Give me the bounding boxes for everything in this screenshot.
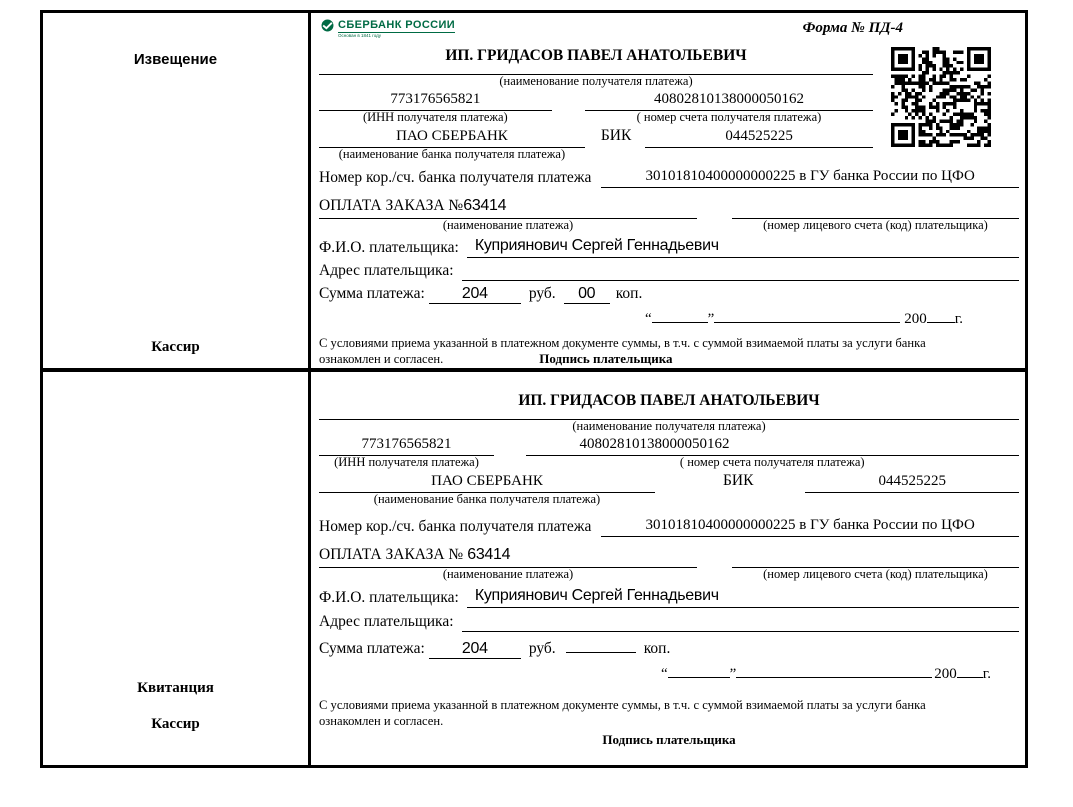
payer-name-label: Ф.И.О. плательщика:: [319, 239, 459, 256]
amount-label: Сумма платежа:: [319, 285, 425, 302]
rub-label: руб.: [528, 285, 556, 302]
corr-account-value-2: 30101810400000000225 в ГУ банка России по ЦФО: [601, 516, 1019, 537]
corr-account-row: [319, 167, 1019, 188]
amount-rub-value: 204: [429, 285, 521, 304]
date-month-blank: [714, 308, 900, 323]
bik-value: 044525225: [645, 127, 873, 148]
agreement-line1: С условиями приема указанной в платежном документе суммы, в т.ч. с суммой взимаемой платы за услуги банка: [319, 336, 926, 350]
payer-address-value-2: [462, 614, 1019, 632]
amount-row-2: [319, 636, 1019, 659]
cashier-label-bottom: Кассир: [151, 716, 200, 732]
date-day-blank-2: [668, 663, 730, 678]
payer-address-value: [462, 263, 1019, 281]
corr-account-row-2: [319, 516, 1019, 537]
notice-main-area: [311, 13, 1025, 368]
bank-name-hint: (наименование банка получателя платежа): [338, 147, 566, 161]
payee-inn-hint: (ИНН получателя платежа): [362, 110, 508, 124]
form-table: [40, 10, 1028, 768]
payment-purpose-row: [319, 196, 1019, 232]
payment-name-hint-2: (наименование платежа): [442, 567, 574, 581]
payer-address-label-2: Адрес плательщика:: [319, 613, 454, 630]
year-suffix: г.: [954, 311, 963, 327]
receipt-main-area: [311, 372, 1025, 765]
payment-name-hint: (наименование платежа): [442, 218, 574, 232]
payer-address-row-2: [319, 612, 1019, 632]
personal-account-blank: [732, 199, 1019, 219]
open-quote: “: [644, 311, 652, 327]
amount-kop-value: 00: [564, 285, 610, 304]
corr-account-value: 30101810400000000225 в ГУ банка России по ЦФО: [601, 167, 1019, 188]
payee-account-value: 40802810138000050162: [585, 90, 873, 111]
bik-label-2: БИК: [723, 472, 754, 489]
agreement-line1-2: С условиями приема указанной в платежном документе суммы, в т.ч. с суммой взимаемой платы за услуги банка: [319, 698, 926, 712]
payee-account-hint-2: ( номер счета получателя платежа): [679, 455, 865, 469]
payment-purpose-value-2: [319, 545, 697, 568]
open-quote-2: “: [660, 666, 668, 682]
payer-name-value-2: Куприянович Сергей Геннадьевич: [467, 587, 1019, 608]
year-blank: [927, 308, 955, 323]
signature-label-top: Подпись плательщика: [539, 351, 673, 366]
bank-name-hint-2: (наименование банка получателя платежа): [373, 492, 601, 506]
notice-header-row: [319, 15, 1019, 47]
payee-inn-hint-2: (ИНН получателя платежа): [334, 455, 479, 469]
bik-value-2: 044525225: [805, 472, 1019, 493]
kop-label: коп.: [615, 285, 643, 302]
payer-name-row-2: [319, 587, 1019, 608]
section-notice: [43, 13, 1025, 372]
personal-account-blank-2: [732, 548, 1019, 568]
notice-stub-column: [43, 13, 311, 368]
notice-title: Извещение: [133, 51, 218, 68]
payer-name-value: Куприянович Сергей Геннадьевич: [467, 237, 1019, 258]
bank-bik-row-2: [319, 471, 1019, 506]
receipt-stub-column: [43, 372, 311, 765]
agreement-block-2: [319, 697, 1019, 748]
bik-label: БИК: [600, 127, 632, 144]
bank-name-value: ПАО СБЕРБАНК: [319, 127, 585, 148]
year-blank-2: [957, 663, 983, 678]
sberbank-circle-icon: [321, 19, 334, 32]
corr-account-label-2: Номер кор./сч. банка получателя платежа: [319, 518, 592, 535]
bank-name-value-2: ПАО СБЕРБАНК: [319, 472, 655, 493]
sberbank-logo-text-block: [338, 19, 455, 38]
receipt-title: Квитанция: [137, 680, 214, 696]
payee-name-value-2: ИП. ГРИДАСОВ ПАВЕЛ АНАТОЛЬЕВИЧ: [319, 392, 1019, 420]
date-day-blank: [652, 308, 708, 323]
payee-inn-value: 773176565821: [319, 90, 552, 111]
agreement-block: [319, 335, 1019, 367]
agreement-line2-row: [319, 351, 1019, 367]
amount-kop-value-2: [566, 636, 636, 653]
signature-label-bottom: Подпись плательщика: [602, 732, 736, 747]
bank-bik-row: [319, 126, 873, 161]
form-number-label: Форма № ПД-4: [802, 20, 903, 36]
close-quote-2: ”: [729, 666, 737, 682]
date-month-blank-2: [736, 663, 932, 678]
payment-purpose-row-2: [319, 545, 1019, 581]
payee-account-value-2: 40802810138000050162: [526, 435, 1020, 456]
year-prefix: 200: [904, 311, 927, 327]
cashier-label-top: Кассир: [151, 339, 200, 355]
inn-account-row-2: [319, 435, 1019, 469]
payee-name-hint: (наименование получателя платежа): [499, 74, 693, 88]
payer-address-row: [319, 261, 1019, 281]
close-quote: ”: [707, 311, 715, 327]
payment-purpose-label: ОПЛАТА ЗАКАЗА №: [319, 197, 464, 214]
personal-account-hint: (номер лицевого счета (код) плательщика): [763, 218, 988, 232]
amount-rub-value-2: 204: [429, 640, 521, 659]
payee-name-hint-2: (наименование получателя платежа): [572, 419, 766, 433]
payment-purpose-label-2: ОПЛАТА ЗАКАЗА №: [319, 546, 464, 563]
corr-account-label: Номер кор./сч. банка получателя платежа: [319, 169, 592, 186]
date-row: [319, 308, 963, 328]
payee-name-value: ИП. ГРИДАСОВ ПАВЕЛ АНАТОЛЬЕВИЧ: [319, 47, 873, 75]
amount-label-2: Сумма платежа:: [319, 640, 425, 657]
payer-name-label-2: Ф.И.О. плательщика:: [319, 589, 459, 606]
order-number-value: 63414: [463, 197, 507, 214]
agreement-line2: ознакомлен и согласен.: [319, 352, 444, 366]
kop-label-2: коп.: [643, 640, 671, 657]
agreement-line2-2: ознакомлен и согласен.: [319, 714, 444, 728]
rub-label-2: руб.: [528, 640, 556, 657]
payment-purpose-value: [319, 196, 697, 219]
qr-code: [891, 47, 991, 147]
sberbank-logo: [321, 19, 455, 38]
amount-row: [319, 284, 1019, 304]
sberbank-logo-subtext: Основан в 1841 году: [338, 33, 382, 38]
personal-account-hint-2: (номер лицевого счета (код) плательщика): [763, 567, 988, 581]
year-suffix-2: г.: [982, 666, 991, 682]
inn-account-row: [319, 90, 873, 124]
date-row-2: [319, 663, 991, 683]
payer-address-label: Адрес плательщика:: [319, 262, 454, 279]
section-receipt: [43, 372, 1025, 765]
sberbank-logo-text: СБЕРБАНК РОССИИ: [338, 19, 456, 31]
payer-name-row: [319, 237, 1019, 258]
payee-account-hint: ( номер счета получателя платежа): [636, 110, 822, 124]
payee-inn-value-2: 773176565821: [319, 435, 494, 456]
order-number-value-2: 63414: [467, 546, 511, 563]
year-prefix-2: 200: [934, 666, 957, 682]
